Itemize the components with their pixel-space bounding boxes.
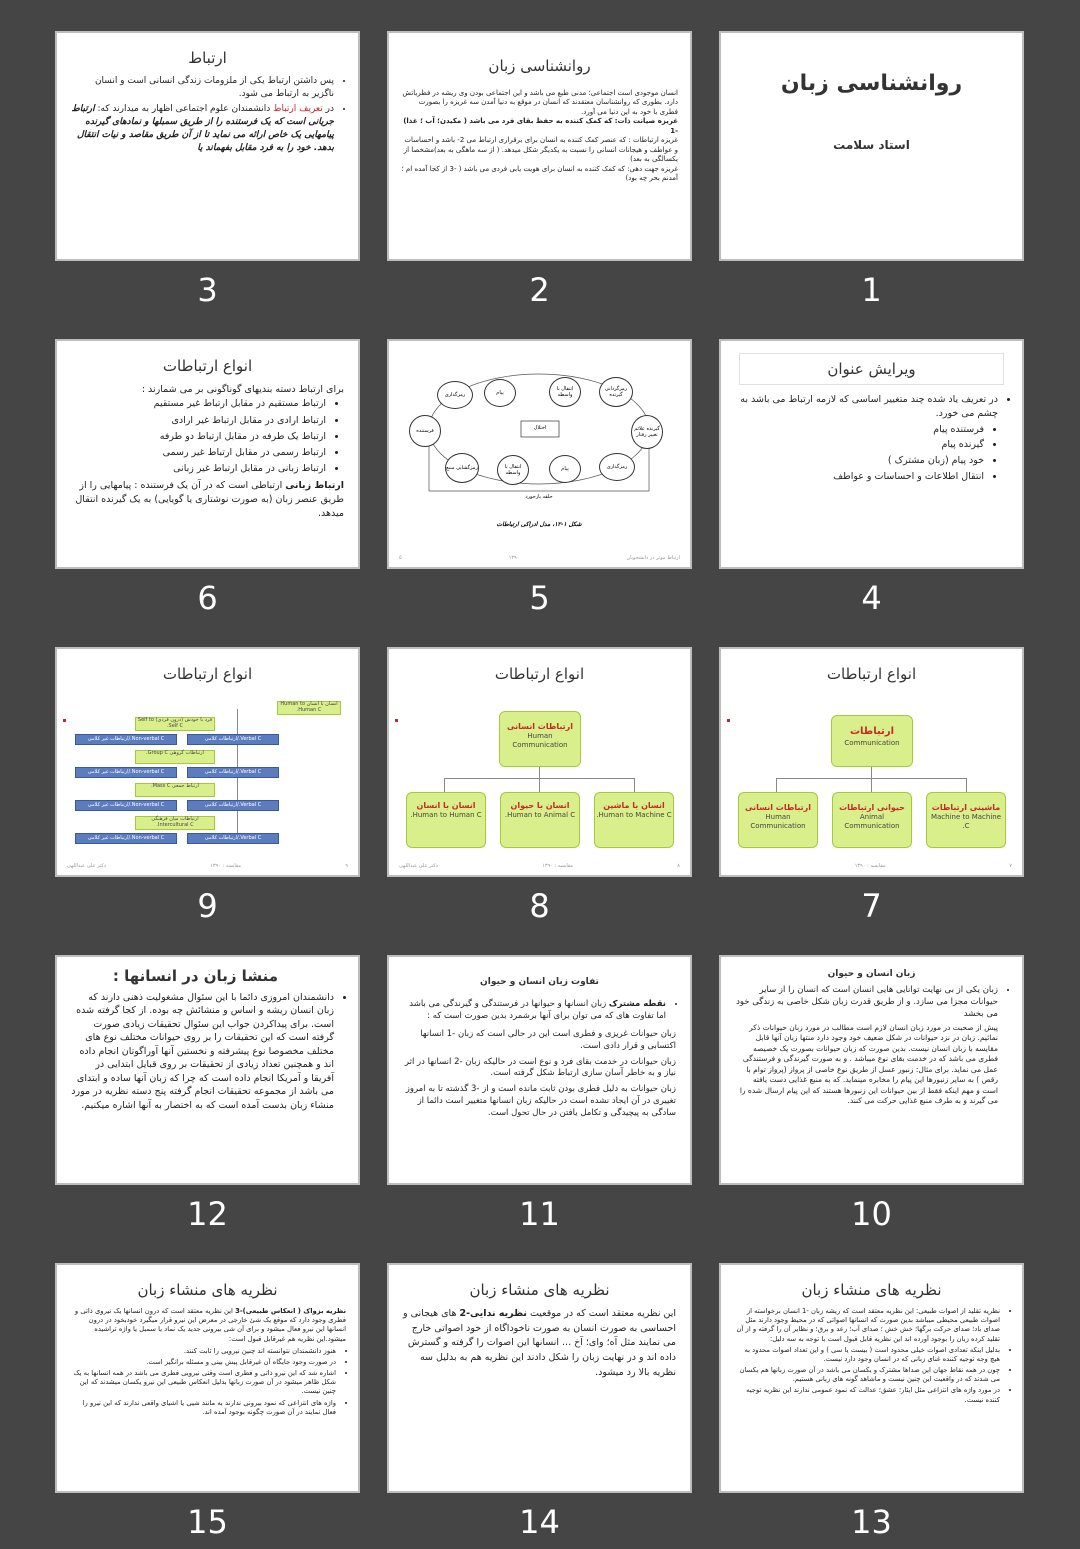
slide-body <box>721 979 1022 1107</box>
bullet: • دانشمندان امروزی دائما با این سئوال مشغولیت ذهنی دارند که زبان انسان ریشه و اساس و منشائش چه بوده. از کجا گرفته شده است. برای پیداکردن جواب این سئوال تحقیقات زیادی صورت گرفته است که این تحقیقات را بر روی حیوانات مختلف نوع های مختلف مخصوصا نوع پیشرفته و نخستین آنها آوراگوتان انجام داده اند و همچنین تعداد زیادی از تحقیقات بر روی قبایل ابتدایی در آفریقا و آمریکا انجام داده است که چرا که زبان آنها ساده و ابتدای می باشد از مجموعه تحقیقات انجام گرفته پنج دسته نظریه در مورد منشاء زبان بدست آمده است که به اختصار به آنها اشاره میکنیم. <box>71 991 334 1112</box>
marker-dot <box>395 719 398 722</box>
bullet: • اشاره شد که این نیرو ذاتی و فطری است وقتی نیرویی فطری می باشد در همه انسانها به یک شکل ظاهر میشود در آن صورت زبانها بدلیل انعکاس طبیعی این نیرو یکسان میشدند که این چنین نیست. <box>69 1369 336 1397</box>
bullet: • هنوز دانشمندان نتوانسته اند چنین نیرویی را ثابت کنند. <box>69 1347 336 1356</box>
slide-title: نظریه های منشاء زبان <box>469 1281 610 1299</box>
italic-text: ارتباط جریانی است که یک فرستنده را از طریق سمبلها و نمادهای گیرنده پیامهایی یک خاص ارائه می نماید تا از آن طریق مقاصد و نیات انتقال بدهد. خود را به فرد مقابل بفهماند یا <box>71 104 334 154</box>
paragraph: زبان حیوانات غریزی و فطری است این در حالی است که زبان -1 انسانها اکتسابی و قرار دادی است. <box>420 1028 676 1051</box>
slide-number: 14 <box>519 1503 560 1541</box>
slide-6[interactable] <box>55 339 360 569</box>
paragraph: غریزه ارتباطات : که عنصر کمک کننده به انسان برای برقراری ارتباط می 2- باشد و احساسات و عواطف و هیجانات انسانی را نسبت به یکدیگر شکل میدهد. ( از سه ماهگی به بعد)مشخصا از یکسالگی به بعد) <box>403 136 678 164</box>
text: دانشمندان علوم اجتماعی اظهار به میدارند که: <box>94 104 274 115</box>
footer-text: دکتر علی عبداللهی <box>399 863 439 869</box>
slide-body <box>389 1299 690 1381</box>
slide-8[interactable] <box>387 647 692 877</box>
connector <box>871 766 872 778</box>
slide-1[interactable] <box>719 31 1024 261</box>
connector <box>776 778 777 792</box>
slide-title: روانشناسی زبان <box>780 71 963 96</box>
slide-title: منشا زبان در انسانها : <box>112 967 278 985</box>
center-box-label: اختلال <box>533 425 547 431</box>
node-label-en: Machine to Machine C. <box>930 813 1002 830</box>
slide-5[interactable] <box>387 339 692 569</box>
child-node <box>406 792 486 848</box>
bullet: • نظریه تقلید از اصوات طبیعی: این نظریه معتقد است که ریشه زبان -1 انسان برخواسته از اصوات طبیعی محیطی میباشد بدین صورت که انسانها اصواتی که در محیط وجود دارند مثل صدای باد؛ صدای حرکت برگها؛ خش خش ؛ صدای آب؛ رعد و برق؛ و نظایر آن را گرفته و از آن تقلید کرده زبان را بوجود آورده اند این نظریه قابل قبول است با توجه به سه دلیل: <box>733 1307 1000 1344</box>
node-label-fa: انسان با انسان <box>416 801 476 810</box>
paragraph <box>69 1307 346 1344</box>
connector <box>871 778 872 792</box>
paragraph: زبان حیوانات در خدمت بقای فرد و نوع است در حالیکه زبان -2 انسانها در اثر نیاز و به خاطر آسان سازی ارتباط شکل گرفته است. <box>404 1056 676 1079</box>
diagram-circle: رمزگردانی گیرنده <box>599 377 633 407</box>
node-label-en: Animal Communication <box>844 813 900 830</box>
node-label-fa: انسان با حیوان <box>510 801 570 810</box>
diagram-circle: رمزگشایی منبع <box>445 453 479 483</box>
slide-number: 10 <box>851 1195 892 1233</box>
root-node <box>831 715 913 767</box>
bold-text: نقطه مشترک <box>608 999 666 1009</box>
slide-number: 2 <box>529 271 550 309</box>
node-label-en: Human Communication <box>750 813 806 830</box>
node-label-fa: ارتباطات <box>850 726 894 737</box>
slide-subtitle: استاد سلامت <box>833 138 910 152</box>
slide-body <box>721 1299 1022 1405</box>
bullet: • زبان یکی از بی نهایت توانایی هایی انسان است که انسان را از سایر حیوانات مجزا می سازد. و از طریق قدرت زبان شکل خاصی به زندگی خود می بخشد <box>735 985 998 1021</box>
connector <box>634 778 635 792</box>
slide-footer <box>67 863 348 869</box>
list-item: • ارتباط ارادی در مقابل ارتباط غیر ارادی <box>71 414 326 428</box>
node-label-en: Human to Machine C. <box>596 811 672 819</box>
footer-text: دکتر علی عبداللهی <box>67 863 107 869</box>
bullet: پیش از صحبت در مورد زبان انسان لازم است مطالب در مورد زبان حیوانات ذکر نمائیم. زبان در نزد حیوانات در شکل ضعیف خود وجود دارد منتها زبان آنها قابل مقایسه با زبان انسان نیست. بدین صورت که زبان حیوانات بصورت یک خصیصه فطری می باشد که در خدمت بقای نوع میباشد . و به صورت گیرندگی و فرستندگی عمل می نماید. برای مثال: زنبور عسل از طریق نوع خاصی از پرواز (پرواز توام با رقص ) به سایر زنبورها این پیام را مخابره مینماید. که به منبع غذایی دست یافته است و مهم اینکه فقط از بین حیوانات این زنبورها هستند که این پیام ارسال شده را می گیرند و به طرف منبع غذایی حرکت می کنند. <box>739 1022 998 1106</box>
highlight-text: تعریف ارتباط <box>273 104 323 115</box>
bold-text: نظریه ندایی-2 <box>459 1308 527 1319</box>
list-item: • خود پیام (زبان مشترک ) <box>735 454 984 468</box>
slide-number: 5 <box>529 579 550 617</box>
nonverbal-node: Non-verbal C./ارتباطات غیر کلامی <box>75 833 177 844</box>
footer-text: ۱۳۹۰ <box>508 555 520 561</box>
nonverbal-node: Non-verbal C./ارتباطات غیر کلامی <box>75 767 177 778</box>
slide-body <box>721 385 1022 484</box>
slide-footer <box>399 863 680 869</box>
bullet: • چون در همه نقاط جهان این صداها مشترک و یکسان می باشد در آن صورت زبانها هم یکسان می شدند که در واقعیت این چنین نیست و ماشاهد گونه های زبانی هستیم. <box>733 1366 1000 1384</box>
list-item: • ارتباط رسمی در مقابل ارتباط غیر رسمی <box>71 446 326 460</box>
slide-title: نظریه های منشاء زبان <box>801 1281 942 1299</box>
paragraph: غریزه جهت دهی: که کمک کننده به انسان برای هویت یابی فردی می باشد ( -3 از کجا آمده ام ؛ آمدنم بحر چه بود) <box>401 164 678 182</box>
diagram-circle: پیام <box>484 379 516 407</box>
list-item: • ارتباط یک طرفه در مقابل ارتباط دو طرفه <box>71 430 326 444</box>
list-item: • ارتباط مستقیم در مقابل ارتباط غیر مستقیم <box>71 397 326 411</box>
node-label-en: Human to Animal C. <box>504 811 576 819</box>
text: زبان انسانها و حیوانها در فرستندگی و گیرندگی می باشد اما تفاوت های که می توان برای آنها برشمرد بدین صورت است که : <box>409 999 666 1021</box>
child-node <box>594 792 674 848</box>
paragraph: انسان موجودی است اجتماعی؛ مدنی طبع می باشد و این اجتماعی بودن وی ریشه در فطریاتش دارد. بطوری که روانشناسان معتقدند که انسان در موقع به دنیا آمدن سه غریزه را بصورت فطری با خود به این دنیا می آورد. <box>402 89 678 116</box>
text: های هیجانی و احساسی به صورت انسان به صورت ناخوداگاه از خود اصواتی خارج می نمایند مثل آه؛ وای؛ آخ ... انسانها این اصوات را گرفته و گسترش داده اند و در نهایت زبان را شکل دادند این نظریه هم به بدلیل سه نظریه بالا رد میشود. <box>403 1308 676 1378</box>
paragraph: زبان حیوانات به دلیل فطری بودن ثابت مانده است و از -3 گذشته تا به امروز تغییری در آن ایجاد نشده است در حالیکه زبان انسانها متغییر است دائما از سادگی به پیچیدگی و تکامل یافتن در حال تحول است. <box>405 1084 676 1119</box>
slide-number: 8 <box>529 887 550 925</box>
list-item: • فرستنده پیام <box>735 423 984 437</box>
text: این نظریه معتقد است که درون انسانها یک نیروی ذاتی و فطری وجود دارد که موقع یک شئ خارجی در معرض این نیرو قرار میگیرد خودبخود در درون انسانها این نیرو فعال میشود و برای آن شی بیرونی جدید یک نماد یا سمبل یا واژه تراشیده میشود.این نظریه هم غیرقابل قبول است: <box>74 1307 346 1343</box>
bullet: • در تعریف یاد شده چند متغییر اساسی که لازمه ارتباط می باشد به چشم می خورد. <box>735 393 998 421</box>
connector <box>444 778 445 792</box>
slide-number: 13 <box>851 1503 892 1541</box>
category-node: ارتباطات گروهی Group C. <box>135 750 215 764</box>
marker-dot <box>727 719 730 722</box>
figure-caption: شکل ۱-۱۲، مدل ادراکی ارتباطات <box>496 521 582 528</box>
intro-text: برای ارتباط دسته بندیهای گوناگونی بر می شمارند : <box>141 384 344 395</box>
node-label-fa: ارتباطات انسانی <box>507 722 573 731</box>
diagram-circle: رمزگذاری <box>437 381 473 409</box>
slide-2[interactable] <box>387 31 692 261</box>
closing-text <box>71 479 344 522</box>
slide-14[interactable] <box>387 1263 692 1493</box>
diagram-circle: گیرنده علائم تغییر رفتار <box>631 415 663 449</box>
text: ارتباطی است که در آن یک فرستنده : پیامهایی را از طریق عنصر زبان (به صورت نوشتاری یا گویایی) به یک گیرنده انتقال میدهد. <box>75 479 344 519</box>
connector <box>539 766 540 778</box>
slide-body <box>57 1299 358 1417</box>
list-item: • انتقال اطلاعات و احساسات و عواطف <box>735 470 984 484</box>
bullet: • واژه های انتزاعی که نمود بیرونی ندارند به مانند شیی یا اشیای واقعی ندارند که این نیرو را فعال نمایند در آن صورت چگونه بوجود آمده اند. <box>69 1399 336 1417</box>
connector <box>966 778 967 792</box>
slide-body <box>57 985 358 1112</box>
slide-number: 11 <box>519 1195 560 1233</box>
slide-body <box>57 375 358 521</box>
verbal-node: Verbal C./ارتباطات کلامی <box>187 734 279 745</box>
slide-7[interactable] <box>719 647 1024 877</box>
slide-number: 7 <box>861 887 882 925</box>
node-label-en: Communication <box>844 738 900 747</box>
bullet: • در صورت وجود جایگاه آن غیرقابل پیش بینی و مسئله برانگیز است. <box>69 1358 336 1367</box>
slide-9[interactable] <box>55 647 360 877</box>
nonverbal-node: Non-verbal C./ارتباطات غیر کلامی <box>75 800 177 811</box>
verbal-node: Verbal C./ارتباطات کلامی <box>187 800 279 811</box>
communication-diagram <box>389 341 690 567</box>
footer-text: مقایسه : ۱۳۹۰ <box>854 863 886 869</box>
diagram-circle: رمزگذاری <box>599 453 635 481</box>
slide-title: روانشناسی زبان <box>488 57 591 75</box>
slide-body <box>57 67 358 155</box>
footer-text: مقایسه : ۱۳۹۰ <box>210 863 242 869</box>
node-label-fa: انسان با ماشین <box>603 801 665 810</box>
nonverbal-node: Non-verbal C./ارتباطات غیر کلامی <box>75 734 177 745</box>
category-node: ارتباطات میان فرهنگی Intercultural C. <box>135 816 215 830</box>
diagram-circle: انتقال با واسطه <box>549 377 581 407</box>
footer-text: ۹ <box>345 863 348 869</box>
slide-footer <box>731 863 1012 869</box>
slide-footer <box>399 555 680 561</box>
child-node <box>500 792 580 848</box>
diagram-circle: پیام <box>549 455 581 483</box>
root-node <box>499 711 581 767</box>
list-item: • گیرنده پیام <box>735 438 984 452</box>
slide-title: انواع ارتباطات <box>494 665 585 683</box>
text: این نظریه معتقد است که در موقعیت <box>526 1308 676 1319</box>
slide-body <box>389 987 690 1120</box>
bullet <box>71 103 334 155</box>
bullet <box>403 999 666 1023</box>
diagram-circle: انتقال با واسطه <box>497 455 529 485</box>
top-node: انسان با انسان Human to Human C. <box>277 701 341 715</box>
footer-text: ۸ <box>677 863 680 869</box>
slide-number: 15 <box>187 1503 228 1541</box>
slide-title: تفاوت زبان انسان و حیوان <box>480 977 599 987</box>
slide-12[interactable] <box>55 955 360 1185</box>
slide-title: انواع ارتباطات <box>162 665 253 683</box>
slide-title: ارتباط <box>188 49 227 67</box>
verbal-node: Verbal C./ارتباطات کلامی <box>187 767 279 778</box>
slide-title: انواع ارتباطات <box>826 665 917 683</box>
slide-title: نظریه های منشاء زبان <box>137 1281 278 1299</box>
slide-15[interactable] <box>55 1263 360 1493</box>
slide-number: 3 <box>197 271 218 309</box>
bold-text: نظریه بزواک ( انعکاس طبیعی)-3 <box>235 1307 346 1315</box>
node-label-fa: حیوانی ارتباطات <box>839 803 905 812</box>
slide-number: 4 <box>861 579 882 617</box>
slide-11[interactable] <box>387 955 692 1185</box>
child-node <box>832 792 912 848</box>
text: در <box>322 104 334 115</box>
node-label-en: Human Communication <box>512 732 568 749</box>
slide-title: زبان انسان و حیوان <box>827 969 916 979</box>
node-label-fa: ماشینی ارتباطات <box>931 803 1001 812</box>
bold-text: ارتباط زبانی <box>285 479 344 491</box>
bullet: • بدلیل اینکه تعدادی اصوات خیلی محدود است ( بیست یا سی ) و این تعداد اصوات محدود به هیچ وجه توجیه کننده غنای زبانی که در انسان وجود دارد نیست. <box>733 1346 1000 1364</box>
footer-text: مقایسه : ۱۳۹۰ <box>542 863 574 869</box>
footer-text: ۷ <box>1009 863 1012 869</box>
marker-dot <box>63 719 66 722</box>
child-node <box>738 792 818 848</box>
slide-title: انواع ارتباطات <box>162 357 253 375</box>
bullet: • پس داشتن ارتباط یکی از ملزومات زندگی انسانی است و انسان ناگزیر به ارتباط می شود. <box>71 75 334 101</box>
slide-3[interactable] <box>55 31 360 261</box>
slide-4[interactable] <box>719 339 1024 569</box>
footer-text: ۵ <box>399 555 402 561</box>
slide-10[interactable] <box>719 955 1024 1185</box>
slide-body <box>389 75 690 183</box>
slide-number: 9 <box>197 887 218 925</box>
paragraph: غریزه صیانت ذات: که کمک کننده به حفظ بقای فرد می باشد ( مکیدن؛ آب ؛ غذا) -1 <box>403 117 678 135</box>
node-label-fa: ارتباطات انسانی <box>745 803 811 812</box>
slide-number: 6 <box>197 579 218 617</box>
list-item: • ارتباط زبانی در مقابل ارتباط غیر زبانی <box>71 462 326 476</box>
child-node <box>926 792 1006 848</box>
diagram-circle: فرستنده <box>409 415 441 447</box>
footer-text: ارتباط موثر در دانشجویان <box>626 555 680 561</box>
category-node: فرد با خودش (درون فردی) Self to Self C. <box>135 717 215 731</box>
bullet: • در مورد واژه های انتزاعی مثل ایثار؛ عشق؛ عدالت که نمود عمومی ندارند این نظریه توجیه کننده نیست. <box>733 1386 1000 1404</box>
slide-13[interactable] <box>719 1263 1024 1493</box>
feedback-loop-label: حلقه بازخورد <box>525 494 553 500</box>
slide-title: ویرایش عنوان <box>739 353 1004 385</box>
slide-number: 12 <box>187 1195 228 1233</box>
category-node: ارتباط جمعی Mass C. <box>135 783 215 797</box>
slide-number: 1 <box>861 271 882 309</box>
connector <box>539 778 540 792</box>
verbal-node: Verbal C./ارتباطات کلامی <box>187 833 279 844</box>
node-label-en: Human to Human C. <box>410 811 482 819</box>
